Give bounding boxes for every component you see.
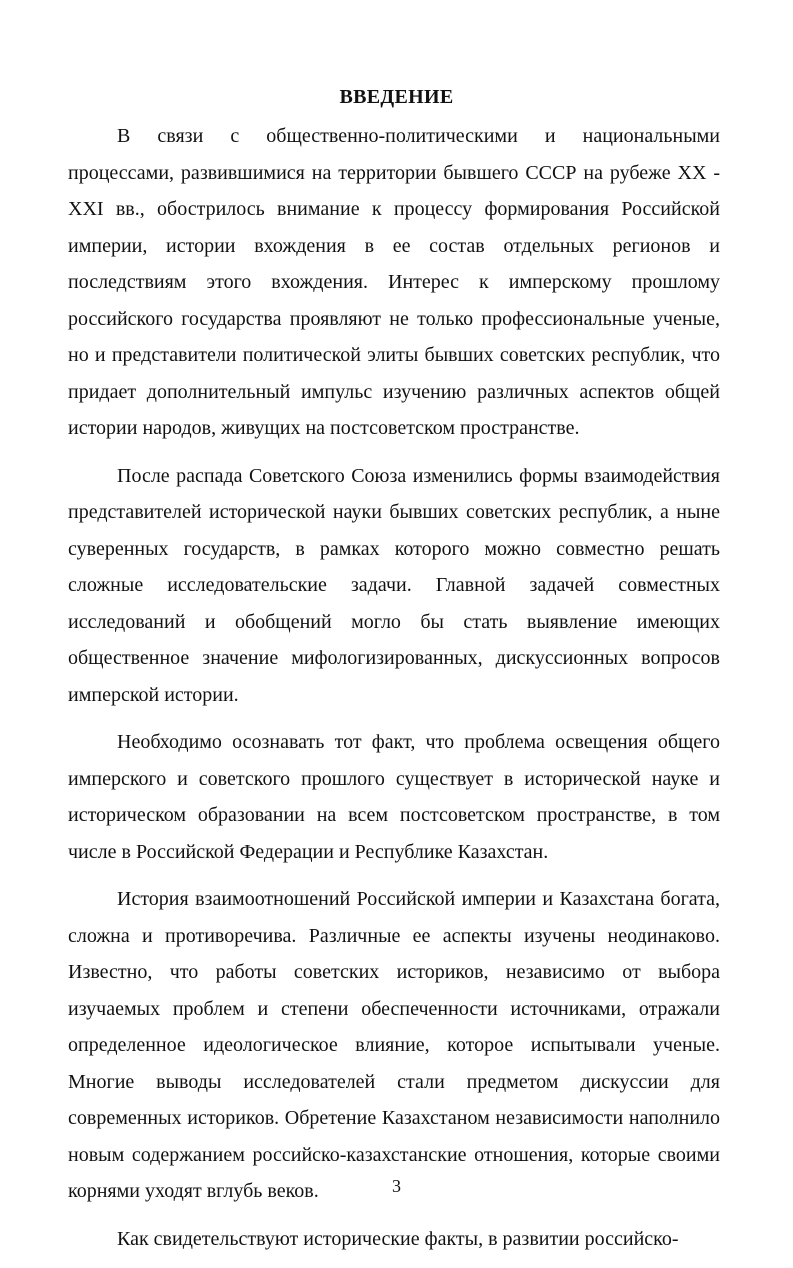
paragraph-3: Необходимо осознавать тот факт, что проблема освещения общего имперского и советского прошлого существует в исторической науке и историческом образовании на всем постсоветском пространстве, в том числе в Российской Федерации и Республике Казахстан.	[68, 731, 720, 863]
paragraph-2: После распада Советского Союза изменились формы взаимодействия представителей исторической науки бывших советских республик, а ныне суверенных государств, в рамках которого можно совместно решать сложные исследовательские задачи. Главной задачей совместных исследований и обобщений могло бы стать выявление имеющих общественное значение мифологизированных, дискуссионных вопросов имперской истории.	[68, 464, 720, 706]
page-title: ВВЕДЕНИЕ	[339, 86, 454, 108]
paragraph-1: В связи с общественно-политическими и национальными процессами, развившимися на территории бывшего СССР на рубеже XX - XXI вв., обострилось внимание к процессу формирования Российской империи, истории вхождения в ее состав отдельных регионов и последствиям этого вхождения. Интерес к имперскому прошлому российского государства проявляют не только профессиональные ученые, но и представители политической элиты бывших советских республик, что придает дополнительный импульс изучению различных аспектов общей истории народов, живущих на постсоветском пространстве.	[68, 125, 720, 439]
paragraph-5: Как свидетельствуют исторические факты, в развитии российско-	[117, 1227, 679, 1250]
page-number: 3	[392, 1176, 401, 1196]
paragraph-4: История взаимоотношений Российской империи и Казахстана богата, сложна и противоречива. Различные ее аспекты изучены неодинаково. Известно, что работы советских историков, независимо от выбора изучаемых проблем и степени обеспеченности источниками, отражали определенное идеологическое влияние, которое испытывали ученые. Многие выводы исследователей стали предметом дискуссии для современных историков. Обретение Казахстаном независимости наполнило новым содержанием российско-казахстанские отношения, которые своими корнями уходят вглубь веков.	[68, 888, 720, 1202]
body-text	[68, 118, 720, 1268]
